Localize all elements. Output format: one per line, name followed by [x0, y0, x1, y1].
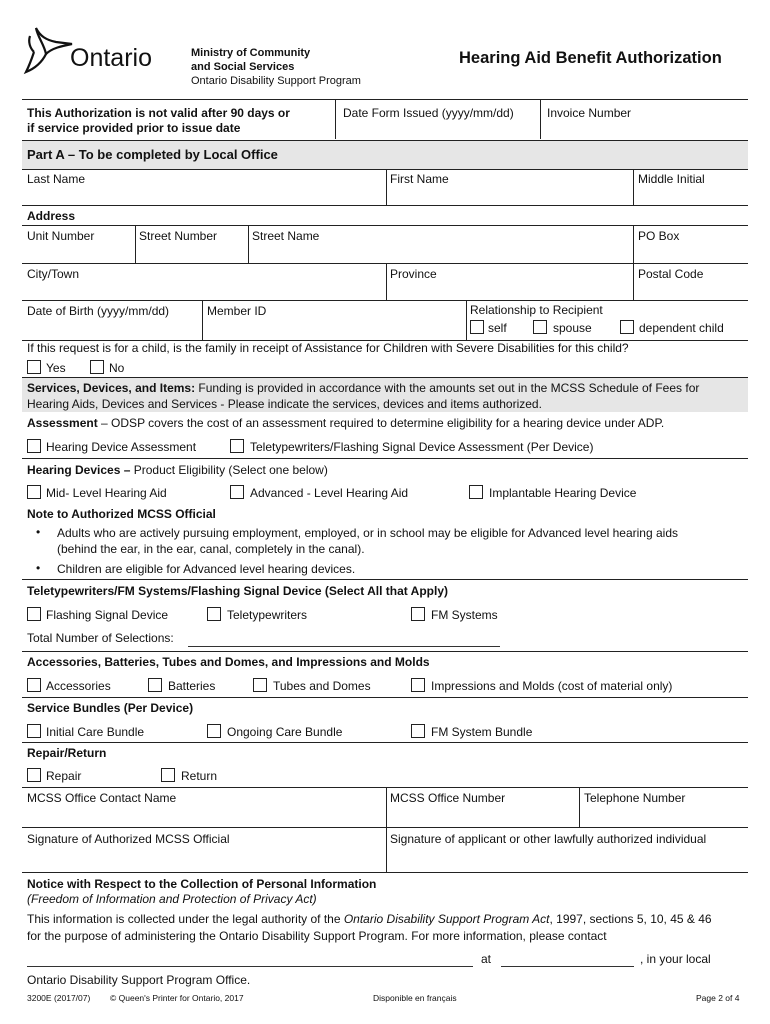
- relationship-label: Relationship to Recipient: [470, 303, 603, 317]
- tty-assessment-checkbox[interactable]: [230, 439, 244, 453]
- page-number: Page 2 of 4: [696, 993, 740, 1003]
- notice-heading: Notice with Respect to the Collection of Personal Information: [27, 877, 377, 891]
- teletypewriters-label: Teletypewriters: [227, 608, 308, 622]
- validity-line2: if service provided prior to issue date: [27, 121, 241, 135]
- member-id-field[interactable]: Member ID: [207, 304, 267, 318]
- part-a-title: Part A – To be completed by Local Office: [27, 147, 278, 162]
- trillium-icon: [22, 24, 74, 76]
- city-field[interactable]: City/Town: [27, 267, 80, 281]
- at-label: at: [481, 952, 492, 966]
- notice-line1: This information is collected under the legal authority of the Ontario Disability Support Program Act, 1997, sections 5, 10, 45 & 46: [27, 912, 712, 926]
- fm-bundle-checkbox[interactable]: [411, 724, 425, 738]
- unit-number-field[interactable]: Unit Number: [27, 229, 95, 243]
- note-bullet1-line2: (behind the ear, in the ear, canal, completely in the canal).: [57, 542, 365, 556]
- total-selections-label: Total Number of Selections:: [27, 631, 174, 645]
- initial-care-checkbox[interactable]: [27, 724, 41, 738]
- notice-line2: for the purpose of administering the Ontario Disability Support Program. For more information, please contact: [27, 929, 607, 943]
- contact-name-input[interactable]: [27, 966, 473, 967]
- hearing-device-assessment-checkbox[interactable]: [27, 439, 41, 453]
- tty-assessment-label: Teletypewriters/Flashing Signal Device Assessment (Per Device): [250, 440, 594, 454]
- return-checkbox[interactable]: [161, 768, 175, 782]
- po-box-field[interactable]: PO Box: [638, 229, 680, 243]
- office-number-field[interactable]: MCSS Office Number: [390, 791, 506, 805]
- ministry-line2: and Social Services: [191, 61, 295, 73]
- implantable-label: Implantable Hearing Device: [489, 486, 637, 500]
- ongoing-care-checkbox[interactable]: [207, 724, 221, 738]
- batteries-checkbox[interactable]: [148, 678, 162, 692]
- advanced-checkbox[interactable]: [230, 485, 244, 499]
- repair-checkbox[interactable]: [27, 768, 41, 782]
- ministry-line1: Ministry of Community: [191, 47, 311, 59]
- yes-checkbox[interactable]: [27, 360, 41, 374]
- hearing-device-assessment-label: Hearing Device Assessment: [46, 440, 197, 454]
- fm-systems-label: FM Systems: [431, 608, 498, 622]
- note-bullet2: Children are eligible for Advanced level hearing devices.: [57, 562, 356, 576]
- flashing-checkbox[interactable]: [27, 607, 41, 621]
- batteries-label: Batteries: [168, 679, 216, 693]
- ontario-logo: [22, 22, 172, 78]
- hearing-devices-heading: Hearing Devices – Product Eligibility (Select one below): [27, 463, 328, 477]
- accessories-heading: Accessories, Batteries, Tubes and Domes, and Impressions and Molds: [27, 655, 430, 669]
- office-label: Ontario Disability Support Program Office.: [27, 973, 251, 987]
- official-signature-field[interactable]: Signature of Authorized MCSS Official: [27, 832, 230, 846]
- note-bullet1-line1: Adults who are actively pursuing employment, employed, or in school may be eligible for Advanced level hearing aids: [57, 526, 679, 540]
- contact-number-input[interactable]: [501, 966, 634, 967]
- self-label: self: [488, 321, 507, 335]
- in-your-local-label: , in your local: [640, 952, 711, 966]
- accessories-label: Accessories: [46, 679, 111, 693]
- mid-level-label: Mid- Level Hearing Aid: [46, 486, 167, 500]
- total-selections-input[interactable]: [188, 646, 500, 647]
- dependent-label: dependent child: [639, 321, 724, 335]
- yes-label: Yes: [46, 361, 66, 375]
- mid-level-checkbox[interactable]: [27, 485, 41, 499]
- applicant-signature-field[interactable]: Signature of applicant or other lawfully authorized individual: [390, 832, 707, 846]
- spouse-label: spouse: [553, 321, 592, 335]
- impressions-checkbox[interactable]: [411, 678, 425, 692]
- bundles-heading: Service Bundles (Per Device): [27, 701, 194, 715]
- return-label: Return: [181, 769, 218, 783]
- office-contact-field[interactable]: MCSS Office Contact Name: [27, 791, 177, 805]
- services-heading: Services, Devices, and Items: Funding is provided in accordance with the amounts set out in the MCSS Schedule of Fees for: [27, 381, 700, 395]
- first-name-field[interactable]: First Name: [390, 172, 449, 186]
- dob-field[interactable]: Date of Birth (yyyy/mm/dd): [27, 304, 170, 318]
- accessories-checkbox[interactable]: [27, 678, 41, 692]
- no-checkbox[interactable]: [90, 360, 104, 374]
- spouse-checkbox[interactable]: [533, 320, 547, 334]
- telephone-field[interactable]: Telephone Number: [584, 791, 686, 805]
- repair-heading: Repair/Return: [27, 746, 107, 760]
- self-checkbox[interactable]: [470, 320, 484, 334]
- note-heading: Note to Authorized MCSS Official: [27, 507, 216, 521]
- form-number: 3200E (2017/07): [27, 993, 91, 1003]
- child-question: If this request is for a child, is the family in receipt of Assistance for Children with Severe Disabilities for this child?: [27, 341, 629, 355]
- notice-subheading: (Freedom of Information and Protection of Privacy Act): [27, 892, 317, 906]
- invoice-number-label: Invoice Number: [547, 106, 632, 120]
- bullet-1: •: [36, 525, 41, 539]
- flashing-label: Flashing Signal Device: [46, 608, 169, 622]
- bullet-2: •: [36, 561, 41, 575]
- address-heading: Address: [27, 209, 76, 223]
- tubes-checkbox[interactable]: [253, 678, 267, 692]
- initial-care-label: Initial Care Bundle: [46, 725, 145, 739]
- services-heading-line2: Hearing Aids, Devices and Services - Please indicate the services, devices and items authorized.: [27, 397, 542, 411]
- postal-code-field[interactable]: Postal Code: [638, 267, 704, 281]
- advanced-label: Advanced - Level Hearing Aid: [250, 486, 409, 500]
- tubes-label: Tubes and Domes: [273, 679, 371, 693]
- fm-bundle-label: FM System Bundle: [431, 725, 533, 739]
- street-name-field[interactable]: Street Name: [252, 229, 320, 243]
- fm-systems-checkbox[interactable]: [411, 607, 425, 621]
- province-field[interactable]: Province: [390, 267, 437, 281]
- middle-initial-field[interactable]: Middle Initial: [638, 172, 705, 186]
- form-title: Hearing Aid Benefit Authorization: [459, 49, 722, 67]
- dependent-checkbox[interactable]: [620, 320, 634, 334]
- teletypewriters-checkbox[interactable]: [207, 607, 221, 621]
- impressions-label: Impressions and Molds (cost of material only): [431, 679, 673, 693]
- french-availability: Disponible en français: [373, 993, 457, 1003]
- street-number-field[interactable]: Street Number: [139, 229, 218, 243]
- tty-heading: Teletypewriters/FM Systems/Flashing Signal Device (Select All that Apply): [27, 584, 449, 598]
- assessment-text: Assessment – ODSP covers the cost of an assessment required to determine eligibility for a hearing device under ADP.: [27, 416, 665, 430]
- copyright: © Queen's Printer for Ontario, 2017: [110, 993, 244, 1003]
- validity-line1: This Authorization is not valid after 90 days or: [27, 106, 290, 120]
- implantable-checkbox[interactable]: [469, 485, 483, 499]
- last-name-field[interactable]: Last Name: [27, 172, 86, 186]
- ongoing-care-label: Ongoing Care Bundle: [227, 725, 343, 739]
- date-issued-label: Date Form Issued (yyyy/mm/dd): [343, 106, 514, 120]
- no-label: No: [109, 361, 125, 375]
- logo-wordmark: Ontario: [70, 44, 152, 72]
- repair-label: Repair: [46, 769, 82, 783]
- program-name: Ontario Disability Support Program: [191, 75, 361, 87]
